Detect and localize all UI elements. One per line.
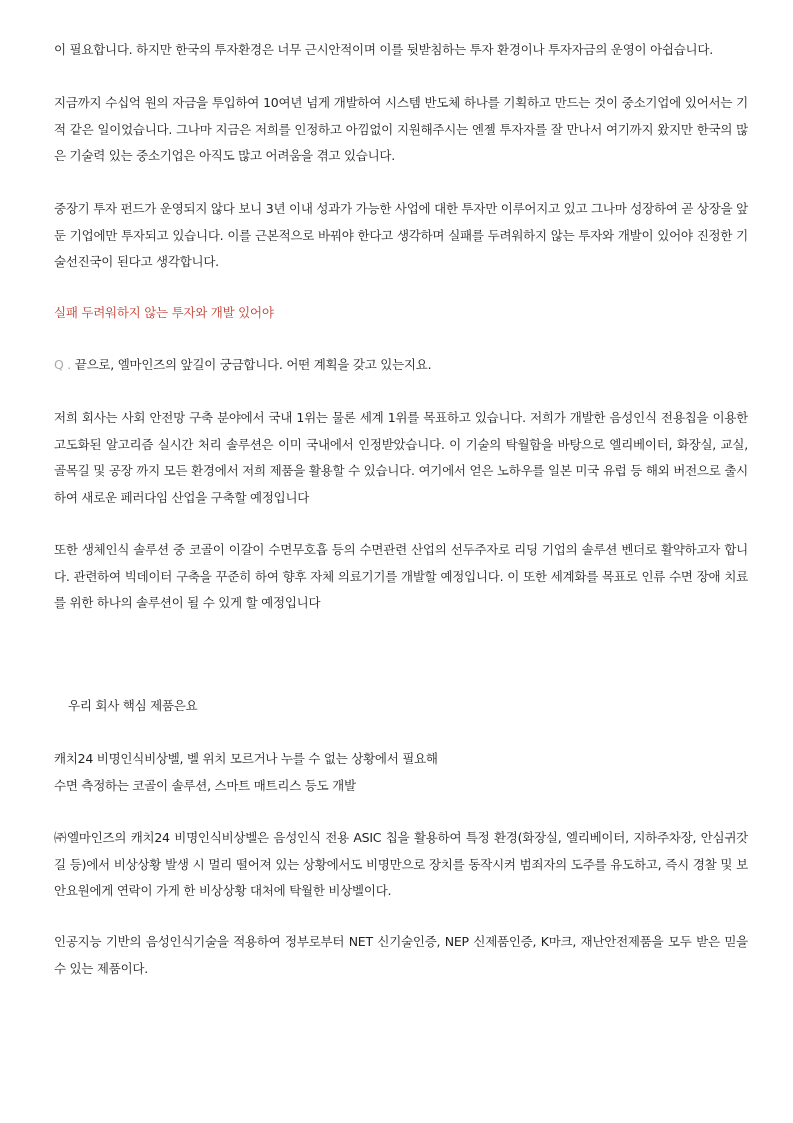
core-products-title: 우리 회사 핵심 제품은요	[68, 698, 198, 713]
paragraph-investment-environment: 이 필요합니다. 하지만 한국의 투자환경은 너무 근시안적이며 이를 뒷받침하는 투자 환경이나 투자자금의 운영이 아쉽습니다.	[54, 42, 713, 57]
paragraph-development-history: 지금까지 수십억 원의 자금을 투입하여 10여년 넘게 개발하여 시스템 반도체 하나를 기획하고 만드는 것이 중소기업에 있어서는 기적 같은 일이었습니다. 그나마 지금은 저희를 인정하고 아낌없이 지원해주시는 엔젤 투자자를 잘 만나서 여기까지 왔지만 한국의 많은 기술력 있는 중소기업은 아직도 많고 어려움을 겪고 있습니다.	[54, 95, 748, 163]
product-headline-list	[54, 746, 748, 799]
interview-question	[54, 352, 748, 379]
product-headline-line: 캐치24 비명인식비상벨, 벨 위치 모르거나 누를 수 없는 상황에서 필요해	[54, 751, 438, 766]
product-headline-line: 수면 측정하는 코골이 솔루션, 스마트 매트리스 등도 개발	[54, 777, 356, 793]
product-paragraph-catch24: ㈜엘마인즈의 캐치24 비명인식비상벨은 음성인식 전용 ASIC 칩을 활용하여 특정 환경(화장실, 엘리베이터, 지하주차장, 안심귀갓길 등)에서 비상상황 발생 시 멀리 떨어져 있는 상황에서도 비명만으로 장치를 동작시켜 범죄자의 도주를 유도하고, 즉시 경찰 및 보안요원에게 연락이 가게 한 비상상황 대처에 탁월한 비상벨이다.	[54, 830, 748, 898]
product-paragraph-certifications: 인공지능 기반의 음성인식기술을 적용하여 정부로부터 NET 신기술인증, NEP 신제품인증, K마크, 재난안전제품을 모두 받은 믿을 수 있는 제품이다.	[54, 934, 748, 976]
answer-paragraph-safety-net: 저희 회사는 사회 안전망 구축 분야에서 국내 1위는 물론 세계 1위를 목표하고 있습니다. 저희가 개발한 음성인식 전용칩을 이용한 고도화된 알고리즘 실시간 처리 솔루션은 이미 국내에서 인정받았습니다. 이 기술의 탁월함을 바탕으로 엘리베이터, 화장실, 교실, 골목길 및 공장 까지 모든 환경에서 저희 제품을 활용할 수 있습니다. 여기에서 얻은 노하우를 일본 미국 유럽 등 해외 버전으로 출시하여 새로운 페러다임 산업을 구축할 예정입니다	[54, 410, 748, 505]
paragraph-long-term-fund: 중장기 투자 펀드가 운영되지 않다 보니 3년 이내 성과가 가능한 사업에 대한 투자만 이루어지고 있고 그나마 성장하여 곧 상장을 앞둔 기업에만 투자되고 있습니다. 이를 근본적으로 바꿔야 한다고 생각하며 실패를 두려워하지 않는 투자와 개발이 있어야 진정한 기술선진국이 된다고 생각합니다.	[54, 201, 748, 269]
question-text: 끝으로, 엘마인즈의 앞길이 궁금합니다. 어떤 계획을 갖고 있는지요.	[74, 357, 432, 372]
answer-paragraph-biometric: 또한 생체인식 솔루션 중 코골이 이갈이 수면무호흡 등의 수면관련 산업의 선두주자로 리딩 기업의 솔루션 벤더로 활약하고자 합니다. 관련하여 빅데이터 구축을 꾸준히 하여 향후 자체 의료기기를 개발할 예정입니다. 이 또한 세계화를 목표로 인류 수면 장애 치료를 위한 하나의 솔루션이 될 수 있게 할 예정입니다	[54, 542, 748, 610]
question-marker: Q .	[54, 357, 72, 372]
section-headline: 실패 두려워하지 않는 투자와 개발 있어야	[54, 305, 274, 320]
